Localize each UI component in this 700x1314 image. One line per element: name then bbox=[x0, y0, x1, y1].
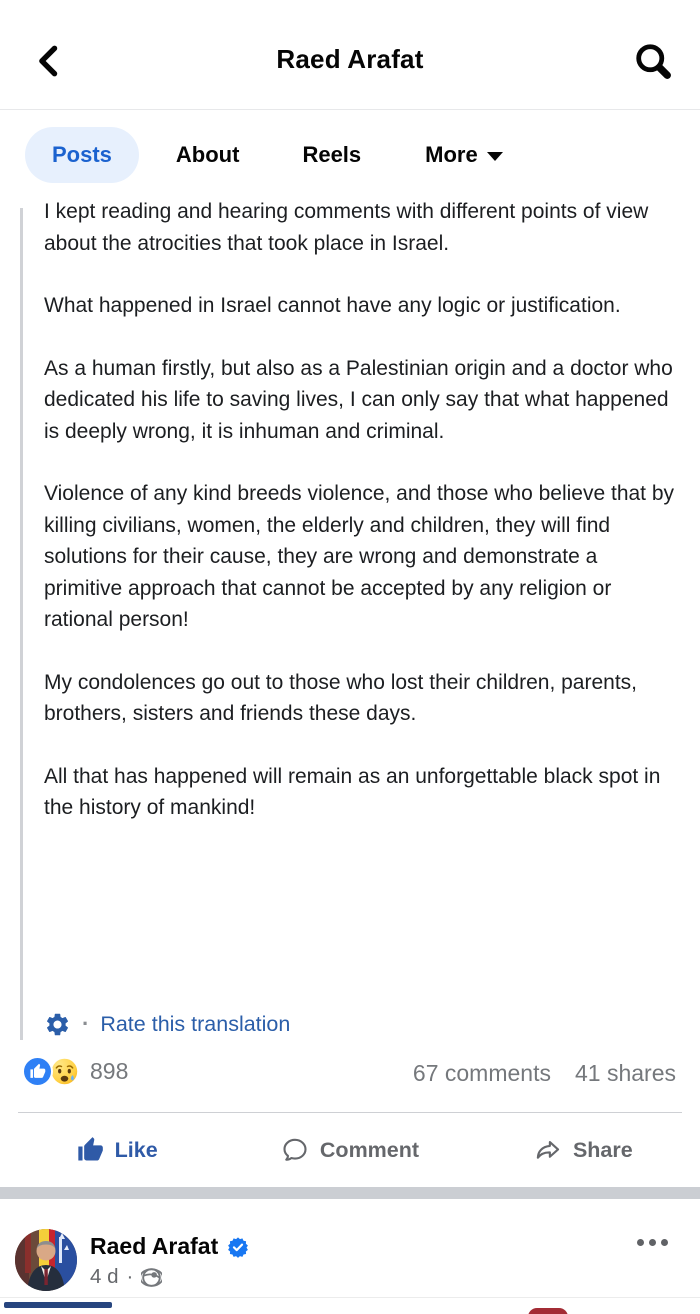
comment-share-counts bbox=[413, 1060, 676, 1087]
author-row bbox=[90, 1233, 249, 1260]
reaction-count: 898 bbox=[90, 1058, 129, 1084]
blue-progress-bar bbox=[4, 1302, 112, 1308]
author-name[interactable]: Raed Arafat bbox=[90, 1233, 219, 1259]
post-paragraph: All that has happened will remain as an unforgettable black spot in the history of mankind! bbox=[44, 764, 661, 819]
more-options-icon[interactable] bbox=[631, 1233, 674, 1252]
search-icon bbox=[631, 39, 675, 83]
tab-reels[interactable]: Reels bbox=[302, 142, 362, 167]
like-label: Like bbox=[114, 1137, 158, 1162]
comment-bubble-icon bbox=[281, 1136, 309, 1164]
comments-count[interactable]: 67 comments bbox=[412, 1060, 551, 1086]
page-title: Raed Arafat bbox=[276, 44, 424, 74]
separator-dot: · bbox=[82, 1011, 90, 1036]
post-paragraph: My condolences go out to those who lost their children, parents, brothers, sisters and friends these days. bbox=[44, 670, 638, 725]
share-arrow-icon bbox=[534, 1136, 562, 1164]
like-reaction-icon bbox=[22, 1056, 53, 1087]
share-button[interactable] bbox=[467, 1113, 700, 1187]
post-paragraph: As a human firstly, but also as a Palestinian origin and a doctor who dedicated his life to saving lives, I can only say that what happened is deeply wrong, it is inhuman and criminal. bbox=[44, 356, 673, 443]
separator-dot: · bbox=[126, 1265, 134, 1288]
post-separator-strip bbox=[0, 1187, 700, 1199]
post-paragraph: I kept reading and hearing comments with different points of view about the atrocities that took place in Israel. bbox=[44, 200, 649, 255]
post-paragraph: Violence of any kind breeds violence, and those who believe that by killing civilians, women, the elderly and children, they will find solutions for their cause, they are wrong and demonstrate a primitive approach that cannot be accepted by any religion or rational person! bbox=[44, 482, 675, 631]
comment-label: Comment bbox=[319, 1137, 420, 1162]
shares-count[interactable]: 41 shares bbox=[574, 1060, 676, 1086]
engagement-summary bbox=[0, 1054, 700, 1098]
translation-row bbox=[44, 1006, 290, 1042]
reaction-summary[interactable] bbox=[22, 1056, 128, 1087]
post-paragraph: What happened in Israel cannot have any logic or justification. bbox=[44, 294, 621, 317]
post-action-bar bbox=[0, 1113, 700, 1187]
sad-reaction-icon bbox=[49, 1056, 80, 1087]
rate-translation-link[interactable]: Rate this translation bbox=[100, 1011, 291, 1036]
translation-quote-bar bbox=[20, 208, 23, 1040]
top-navigation-bar bbox=[0, 0, 700, 110]
comment-button[interactable] bbox=[233, 1113, 466, 1187]
like-button[interactable] bbox=[0, 1113, 233, 1187]
bottom-divider bbox=[0, 1297, 700, 1298]
avatar[interactable] bbox=[15, 1229, 77, 1291]
post-text bbox=[44, 196, 678, 855]
tab-more-label: More bbox=[425, 142, 478, 167]
post-meta-row bbox=[90, 1265, 162, 1289]
tab-posts[interactable]: Posts bbox=[25, 127, 139, 183]
profile-tabbar bbox=[0, 111, 700, 199]
settings-gear-icon[interactable] bbox=[44, 1011, 71, 1038]
tab-about[interactable]: About bbox=[175, 142, 240, 167]
globe-audience-icon bbox=[141, 1267, 162, 1288]
post-time: 4 d bbox=[90, 1265, 119, 1288]
share-label: Share bbox=[572, 1137, 633, 1162]
search-button[interactable] bbox=[628, 36, 678, 86]
tab-more[interactable] bbox=[425, 127, 503, 183]
chevron-down-icon bbox=[487, 152, 503, 161]
like-thumb-icon bbox=[76, 1136, 104, 1164]
verified-badge-icon bbox=[227, 1236, 249, 1258]
next-content-peek bbox=[528, 1308, 568, 1314]
